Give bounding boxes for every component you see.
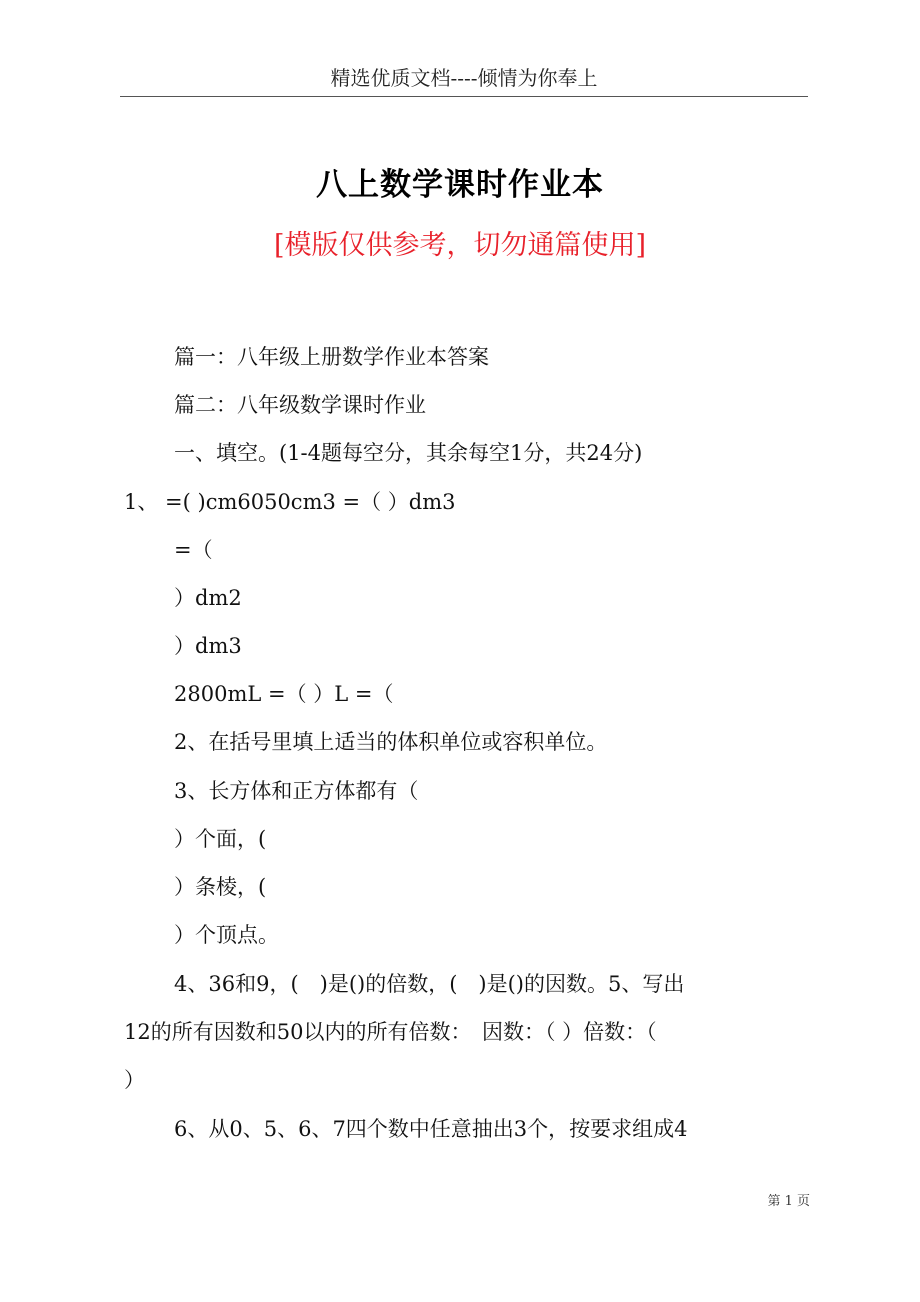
body-line-question-3-c: ）个顶点。 — [174, 923, 279, 947]
body-line-question-6: 6、从0、5、6、7四个数中任意抽出3个，按要求组成4 — [174, 1117, 688, 1141]
body-line-question-1-d: 2800mL =（ ）L =（ — [174, 682, 394, 706]
body-line-question-1-b: ）dm2 — [174, 586, 242, 610]
header-divider — [120, 96, 808, 97]
body-line-question-1-a: =（ — [174, 538, 213, 562]
body-line-question-5-end: ） — [124, 1068, 145, 1092]
body-line-question-2: 2、在括号里填上适当的体积单位或容积单位。 — [174, 730, 608, 754]
body-line-question-5: 12的所有因数和50以内的所有倍数： 因数：（ ）倍数：（ — [124, 1020, 657, 1044]
body-line-part-two: 篇二：八年级数学课时作业 — [174, 393, 426, 417]
body-line-question-3-a: ）个面，( — [174, 827, 267, 851]
body-line-section-fill-blank: 一、填空。(1-4题每空分，其余每空1分，共24分) — [174, 441, 643, 465]
body-line-question-1-c: ）dm3 — [174, 634, 242, 658]
body-line-question-4: 4、36和9，( )是()的倍数，( )是()的因数。5、写出 — [174, 972, 685, 996]
body-line-question-3-b: ）条棱，( — [174, 875, 267, 899]
document-subtitle: [模版仅供参考，切勿通篇使用] — [273, 230, 647, 261]
body-line-part-one: 篇一：八年级上册数学作业本答案 — [174, 345, 489, 369]
document-title: 八上数学课时作业本 — [316, 167, 604, 203]
page-number: 第 1 页 — [767, 1194, 810, 1209]
body-line-question-1: 1、 =( )cm6050cm3 =（ ）dm3 — [124, 490, 456, 514]
page-header: 精选优质文档----倾情为你奉上 — [330, 66, 598, 90]
body-line-question-3: 3、长方体和正方体都有（ — [174, 779, 419, 803]
